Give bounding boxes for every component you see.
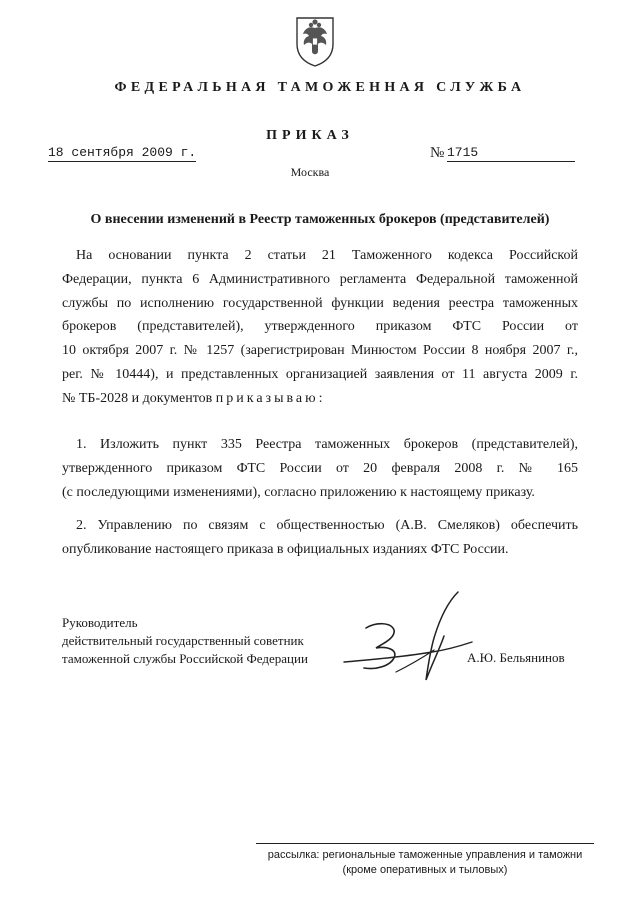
distribution-divider — [256, 843, 594, 844]
body-line: На основании пункта 2 статьи 21 Таможенного кодекса Российской — [76, 248, 578, 263]
document-title: О внесении изменений в Реестр таможенных брокеров (представителей) — [90, 212, 550, 227]
distribution-line: рассылка: региональные таможенные управления и таможни — [267, 849, 583, 861]
distribution-line: (кроме оперативных и тыловых) — [342, 864, 508, 876]
body-line: 1. Изложить пункт 335 Реестра таможенных брокеров (представителей), — [76, 437, 578, 452]
body-line: Федерации, пункта 6 Административного регламента Федеральной таможенной — [62, 272, 578, 287]
body-line: службы по исполнению государственной функции ведения реестра таможенных — [62, 296, 578, 311]
coat-of-arms-icon — [293, 14, 337, 68]
order-number-label: № — [430, 145, 445, 161]
signer-role-line: таможенной службы Российской Федерации — [62, 651, 308, 666]
order-number: 1715 — [447, 145, 575, 162]
signer-name: А.Ю. Бельянинов — [467, 650, 565, 665]
body-line: опубликование настоящего приказа в официальных изданиях ФТС России. — [62, 542, 509, 557]
body-line: 2. Управлению по связям с общественностью (А.В. Смеляков) обеспечить — [76, 518, 578, 533]
signer-role-line: Руководитель — [62, 615, 138, 630]
signer-role-line: действительный государственный советник — [62, 633, 304, 648]
distribution-list — [256, 848, 594, 878]
order-date: 18 сентября 2009 г. — [48, 145, 197, 160]
body-line: (с последующими изменениями), согласно приложению к настоящему приказу. — [62, 485, 535, 500]
agency-name: ФЕДЕРАЛЬНАЯ ТАМОЖЕННАЯ СЛУЖБА — [114, 80, 526, 95]
body-line: 10 октября 2007 г. № 1257 (зарегистрирован Минюстом России 8 ноября 2007 г., — [62, 343, 578, 358]
body-line: утвержденного приказом ФТС России от 20 февраля 2008 г. № 165 — [62, 461, 578, 476]
body-line: рег. № 10444), и представленных организацией заявления от 11 августа 2009 г. — [62, 367, 578, 382]
order-word: приказываю: — [215, 391, 326, 406]
document-type: ПРИКАЗ — [266, 128, 354, 143]
handwritten-signature — [336, 588, 476, 698]
body-line: № ТБ-2028 и документов — [62, 391, 213, 406]
city: Москва — [290, 165, 330, 179]
body-line: брокеров (представителей), утвержденного приказом ФТС России от — [62, 319, 578, 334]
